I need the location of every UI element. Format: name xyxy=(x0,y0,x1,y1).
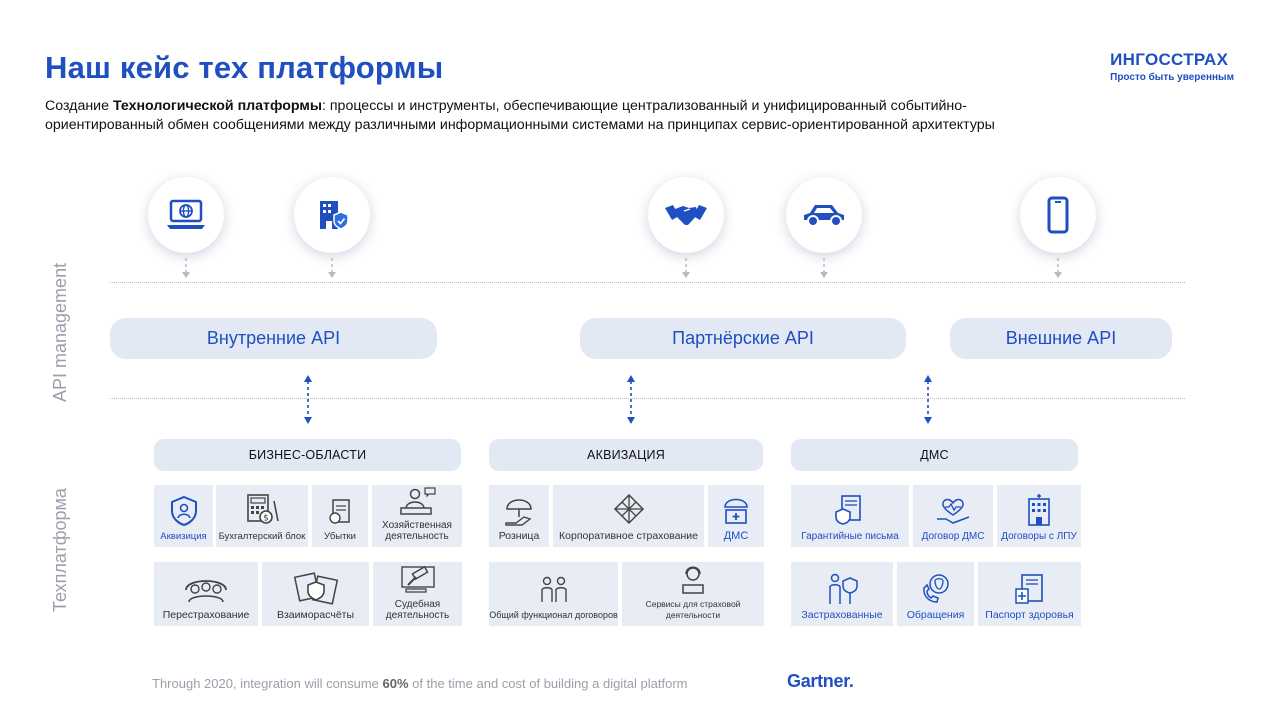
tile-lpu-contracts: Договоры с ЛПУ xyxy=(997,485,1081,547)
tile-losses: Убытки xyxy=(312,485,368,547)
tile-settlements: Взаиморасчёты xyxy=(262,562,369,626)
tile-legal: Судебная деятельность xyxy=(373,562,462,626)
calculator-icon xyxy=(242,493,282,527)
health-document-icon xyxy=(1013,572,1047,606)
category-business: БИЗНЕС-ОБЛАСТИ xyxy=(154,439,461,471)
medical-umbrella-icon xyxy=(719,495,753,527)
gavel-icon xyxy=(396,563,440,595)
page-title: Наш кейс тех платформы xyxy=(45,50,444,85)
external-api-pill: Внешние API xyxy=(950,318,1172,359)
tile-dms-contract: Договор ДМС xyxy=(913,485,993,547)
group-umbrella-icon xyxy=(183,572,229,606)
footer-quote: Through 2020, integration will consume 60% of the time and cost of building a digital platform xyxy=(152,676,688,691)
tile-common-contracts: Общий функционал договоров xyxy=(489,562,618,626)
gartner-logo: Gartner. xyxy=(787,671,854,691)
tile-appeals: Обращения xyxy=(897,562,974,626)
internal-api-pill: Внутренние API xyxy=(110,318,437,359)
shield-person-icon xyxy=(169,495,199,527)
tile-insurance-services: Сервисы для страховой деятельности xyxy=(622,562,764,626)
support-agent-icon xyxy=(675,563,711,595)
tile-insured: Застрахованные xyxy=(791,562,893,626)
manager-desk-icon xyxy=(397,486,437,516)
partner-api-pill: Партнёрские API xyxy=(580,318,906,359)
letter-shield-icon xyxy=(833,493,867,527)
tile-guarantee-letters: Гарантийные письма xyxy=(791,485,909,547)
category-acquisition: АКВИЗАЦИЯ xyxy=(489,439,763,471)
footer-percent: 60% xyxy=(382,676,409,691)
tile-dms-acq: ДМС xyxy=(708,485,764,547)
description-bold: Технологической платформы xyxy=(112,98,322,114)
tile-retail: Розница xyxy=(489,485,549,547)
shield-exchange-icon xyxy=(293,572,339,606)
tile-reinsurance: Перестрахование xyxy=(154,562,258,626)
brand-name: ИНГОССТРАХ xyxy=(1110,50,1229,69)
page-description: Создание Технологической платформы: процессы и инструменты, обеспечивающие централизованный и унифицированный событийно-ориентированный обмен сообщениями между различными информационными системами на принципах сервис-ориентированной архитектуры xyxy=(45,98,995,133)
hospital-building-icon xyxy=(1023,493,1055,527)
tile-corporate: Корпоративное страхование xyxy=(553,485,704,547)
heart-hand-icon xyxy=(934,495,972,527)
brand-slogan: Просто быть уверенным xyxy=(1110,72,1234,83)
svg-text:$: $ xyxy=(263,513,269,524)
insured-people-icon xyxy=(822,572,862,606)
document-money-icon xyxy=(326,497,354,527)
tile-health-passport: Паспорт здоровья xyxy=(978,562,1081,626)
tile-accounting: $ Бухгалтерский блок xyxy=(216,485,308,547)
corporate-network-icon xyxy=(609,493,649,527)
api-management-label: API management xyxy=(50,262,70,402)
separator-bottom xyxy=(110,398,1185,399)
umbrella-hand-icon xyxy=(502,495,536,527)
phone-tooth-icon xyxy=(919,572,953,606)
techplatform-label: Техплатформа xyxy=(50,488,70,612)
tile-household: Хозяйственная деятельность xyxy=(372,485,462,547)
tile-acquisition: Аквизиция xyxy=(154,485,213,547)
separator-top xyxy=(110,282,1185,283)
two-people-icon xyxy=(536,574,572,606)
category-dms: ДМС xyxy=(791,439,1078,471)
